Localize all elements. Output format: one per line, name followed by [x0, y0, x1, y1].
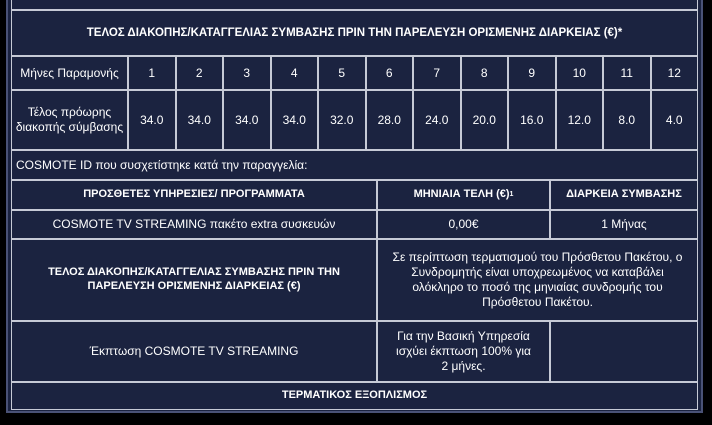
cosmote-id-label: COSMOTE ID που συσχετίστηκε κατά την παραγγελία:	[11, 150, 698, 180]
addon-service-fee: 0,00€	[377, 210, 550, 239]
addon-fees-header-text: ΜΗΝΙΑΙΑ ΤΕΛΗ (€)	[413, 188, 510, 201]
addon-services-header: ΠΡΟΣΘΕΤΕΣ ΥΠΗΡΕΣΙΕΣ/ ΠΡΟΓΡΑΜΜΑΤΑ	[11, 180, 377, 210]
fee-cell: 34.0	[271, 90, 319, 150]
fee-cell: 34.0	[223, 90, 271, 150]
months-label: Μήνες Παραμονής	[11, 56, 128, 90]
month-cell: 8	[461, 56, 509, 90]
termination-fee-title: ΤΕΛΟΣ ΔΙΑΚΟΠΗΣ/ΚΑΤΑΓΓΕΛΙΑΣ ΣΥΜΒΑΣΗΣ ΠΡΙΝ ΤΗΝ ΠΑΡΕΛΕΥΣΗ ΟΡΙΣΜΕΝΗΣ ΔΙΑΡΚΕΙΑΣ (€)*	[11, 10, 698, 56]
fee-cell: 12.0	[556, 90, 604, 150]
month-cell: 10	[556, 56, 604, 90]
addon-fees-header: ΜΗΝΙΑΙΑ ΤΕΛΗ (€) 1	[377, 180, 550, 210]
addon-duration-header: ΔΙΑΡΚΕΙΑ ΣΥΜΒΑΣΗΣ	[550, 180, 698, 210]
month-cell: 4	[271, 56, 319, 90]
month-cell: 5	[318, 56, 366, 90]
discount-label: Έκπτωση COSMOTE TV STREAMING	[11, 321, 377, 382]
addon-termination-label: ΤΕΛΟΣ ΔΙΑΚΟΠΗΣ/ΚΑΤΑΓΓΕΛΙΑΣ ΣΥΜΒΑΣΗΣ ΠΡΙΝ ΤΗΝ ΠΑΡΕΛΕΥΣΗ ΟΡΙΣΜΕΝΗΣ ΔΙΑΡΚΕΙΑΣ (€)	[11, 239, 377, 321]
fee-cell: 4.0	[651, 90, 699, 150]
month-cell: 2	[176, 56, 224, 90]
month-cell: 12	[651, 56, 699, 90]
month-cell: 6	[366, 56, 414, 90]
fee-label: Τέλος πρόωρης διακοπής σύμβασης	[11, 90, 128, 150]
discount-text: Για την Βασική Υπηρεσία ισχύει έκπτωση 100% για 2 μήνες.	[377, 321, 550, 382]
month-cell: 3	[223, 56, 271, 90]
clipped-top-row	[11, 0, 698, 10]
addon-service-name: COSMOTE TV STREAMING πακέτο extra συσκευών	[11, 210, 377, 239]
fee-cell: 34.0	[176, 90, 224, 150]
month-cell: 11	[603, 56, 651, 90]
fee-cell: 8.0	[603, 90, 651, 150]
document-frame	[6, 0, 703, 413]
fee-cell: 32.0	[318, 90, 366, 150]
fee-cell: 16.0	[508, 90, 556, 150]
fee-cell: 20.0	[461, 90, 509, 150]
month-cell: 9	[508, 56, 556, 90]
month-cell: 7	[413, 56, 461, 90]
addon-termination-text: Σε περίπτωση τερματισμού του Πρόσθετου Πακέτου, ο Συνδρομητής είναι υποχρεωμένος να καταβάλει ολόκληρο το ποσό της μηνιαίας συνδρομής του Πρόσθετου Πακέτου.	[377, 239, 698, 321]
month-cell: 1	[128, 56, 176, 90]
fee-cell: 34.0	[128, 90, 176, 150]
fee-cell: 28.0	[366, 90, 414, 150]
addon-service-duration: 1 Μήνας	[550, 210, 698, 239]
discount-empty-cell	[550, 321, 698, 382]
equipment-title: ΤΕΡΜΑΤΙΚΟΣ ΕΞΟΠΛΙΣΜΟΣ	[11, 382, 698, 410]
fee-cell: 24.0	[413, 90, 461, 150]
